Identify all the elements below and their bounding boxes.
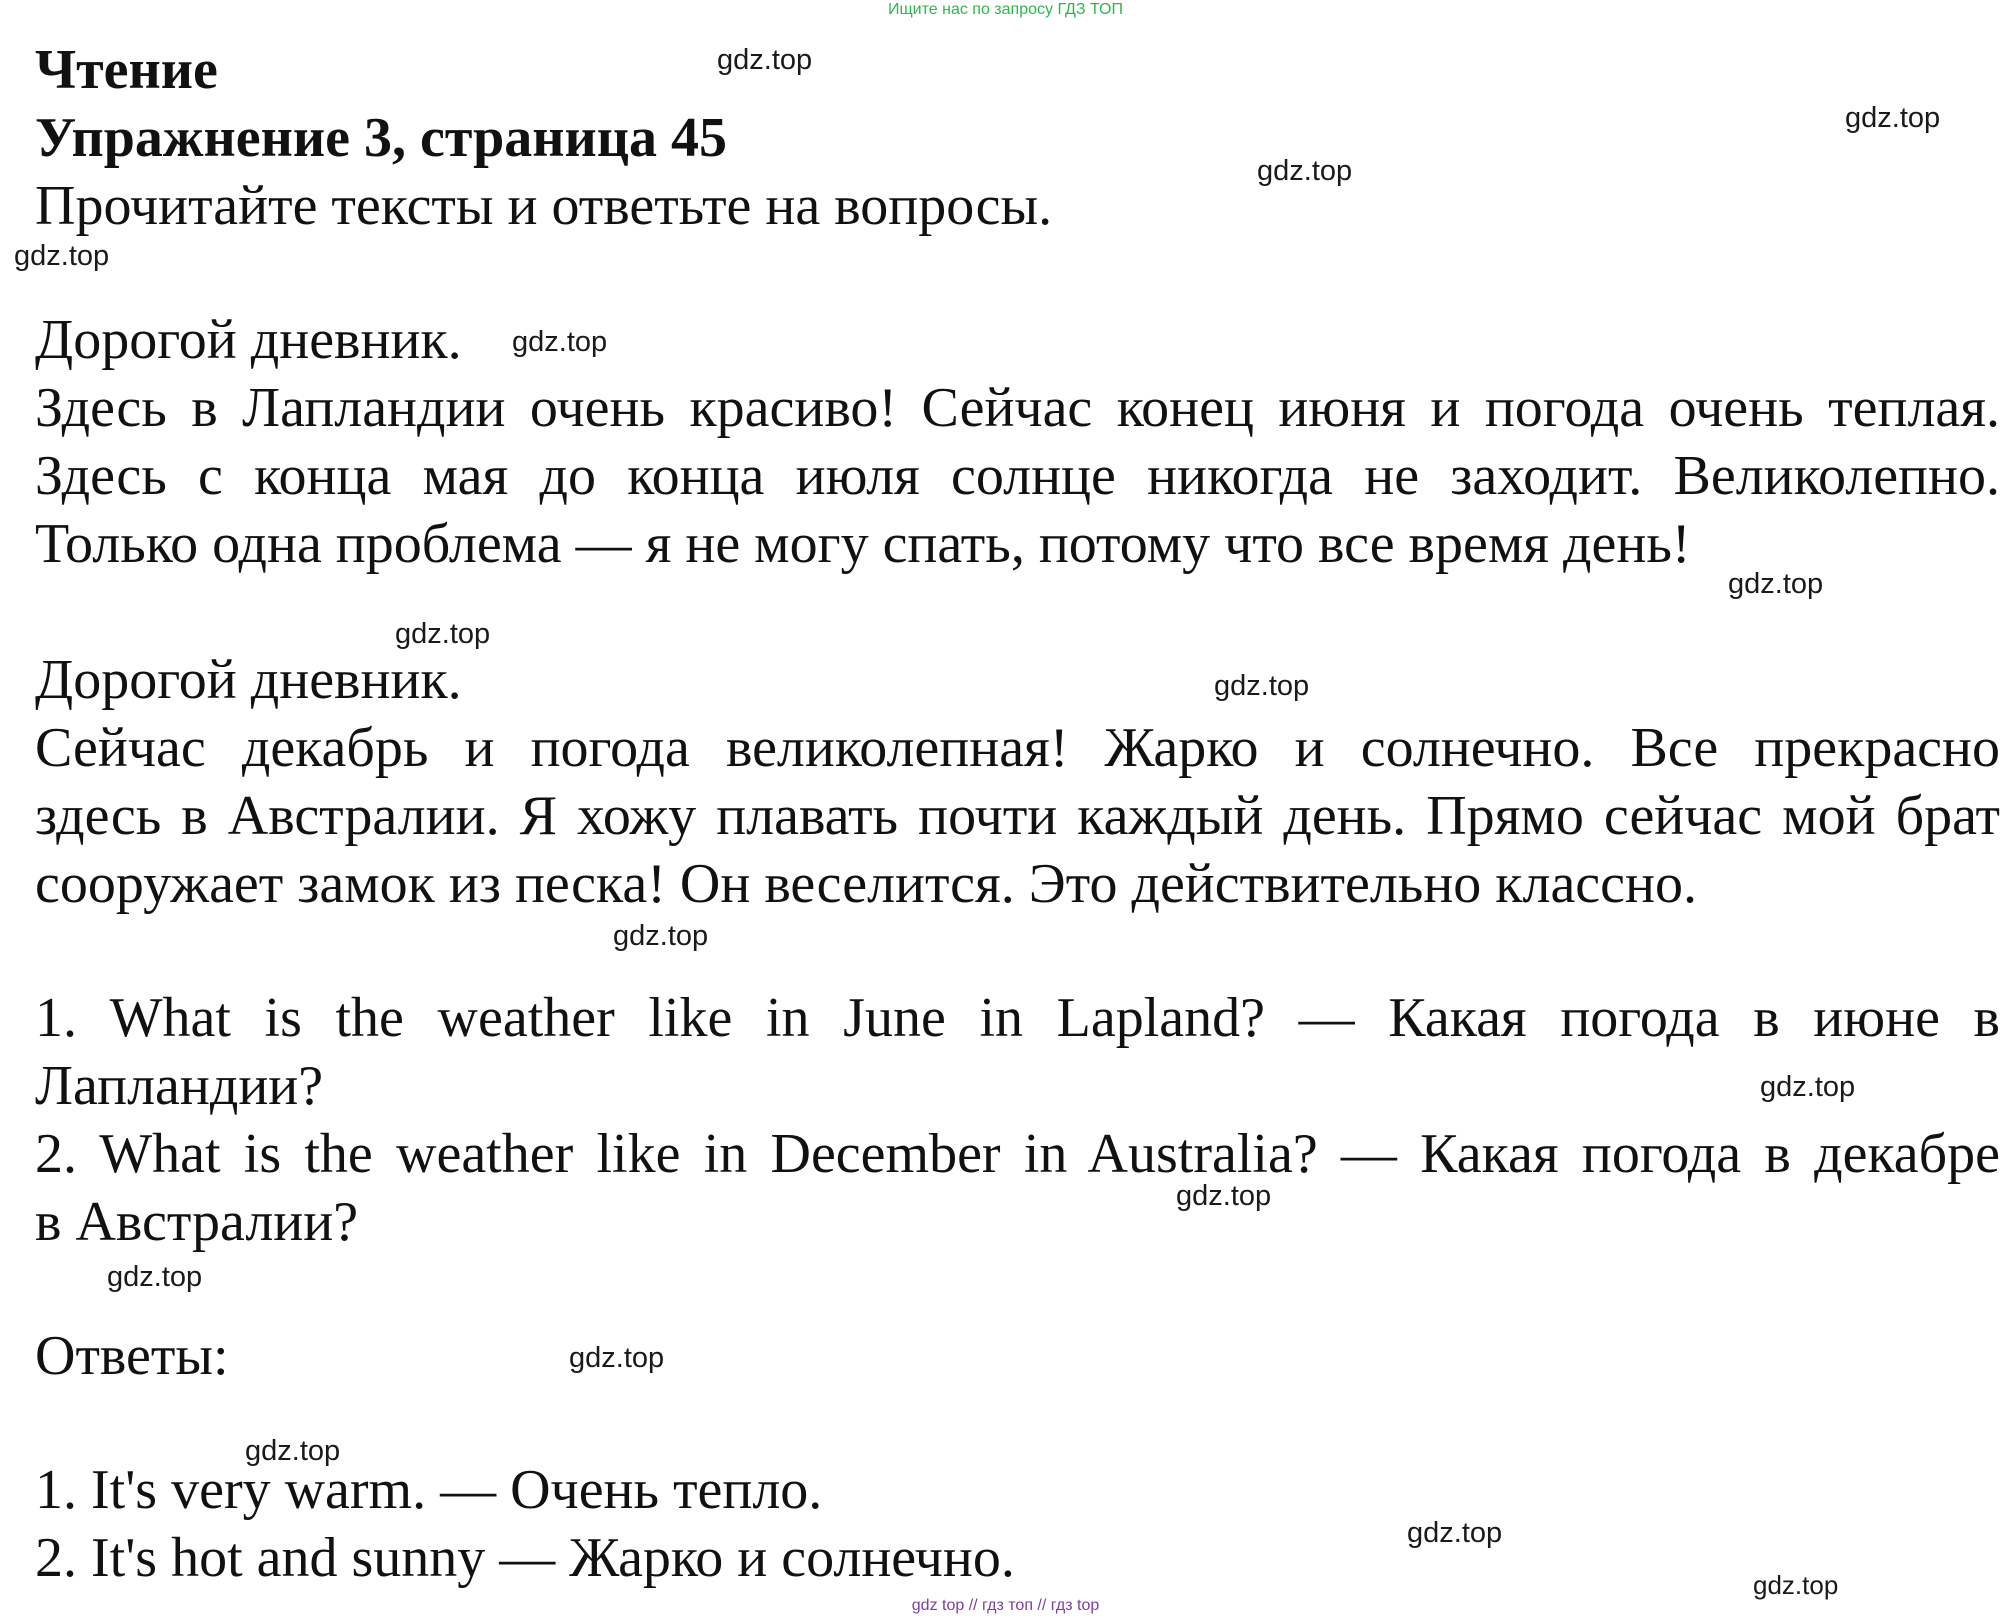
diary1-text <box>35 374 2000 578</box>
watermark: gdz.top <box>245 1435 341 1467</box>
exercise-title: Упражнение 3, страница 45 <box>35 107 728 169</box>
diary1-line: Здесь в Лапландии очень красиво! Сейчас конец июня и погода очень теплая. <box>35 377 2000 439</box>
watermark: gdz.top <box>512 326 608 358</box>
watermark: gdz.top <box>395 618 491 650</box>
diary2-greeting: Дорогой дневник. <box>35 649 462 711</box>
diary1-line: Только одна проблема — я не могу спать, потому что все время день! <box>35 513 1691 575</box>
watermark: gdz.top <box>717 44 813 76</box>
diary1-greeting: Дорогой дневник. <box>35 309 462 371</box>
diary2-line: здесь в Австралии. Я хожу плавать почти каждый день. Прямо сейчас мой брат <box>35 785 2000 847</box>
watermark: gdz.top <box>1728 568 1824 600</box>
diary2-line: Сейчас декабрь и погода великолепная! Жарко и солнечно. Все прекрасно <box>35 717 2000 779</box>
watermark: gdz.top <box>107 1261 203 1293</box>
watermark: gdz.top <box>569 1342 665 1374</box>
footer-links[interactable]: gdz top // гдз топ // гдз top <box>911 1597 1100 1614</box>
questions-list <box>35 984 2000 1256</box>
watermark: gdz.top <box>1845 102 1941 134</box>
diary2-text <box>35 714 2000 918</box>
watermark: gdz.top <box>1214 670 1310 702</box>
watermark: gdz.top <box>1407 1517 1503 1549</box>
watermark: gdz.top <box>14 240 110 272</box>
diary1-line: Здесь с конца мая до конца июля солнце никогда не заходит. Великолепно. <box>35 445 2000 507</box>
watermark: gdz.top <box>1753 1570 1839 1600</box>
watermark: gdz.top <box>1257 155 1353 187</box>
diary2-line: сооружает замок из песка! Он веселится. Это действительно классно. <box>35 853 1697 915</box>
top-banner[interactable]: Ищите нас по запросу ГДЗ ТОП <box>888 1 1123 18</box>
question-1-line1: 1. What is the weather like in June in Lapland? — Какая погода в июне в <box>35 987 2000 1049</box>
watermark: gdz.top <box>613 920 709 952</box>
watermark: gdz.top <box>1760 1071 1856 1103</box>
answer-1: 1. It's very warm. — Очень тепло. <box>35 1459 823 1521</box>
answer-2: 2. It's hot and sunny — Жарко и солнечно. <box>35 1527 1015 1589</box>
question-2-line2: в Австралии? <box>35 1191 359 1253</box>
instruction-text: Прочитайте тексты и ответьте на вопросы. <box>35 175 1053 237</box>
question-2-line1: 2. What is the weather like in December in Australia? — Какая погода в декабре <box>35 1123 2000 1185</box>
question-1-line2: Лапландии? <box>35 1055 324 1117</box>
watermark: gdz.top <box>1176 1180 1272 1212</box>
section-title: Чтение <box>35 39 218 101</box>
answers-label: Ответы: <box>35 1325 229 1387</box>
